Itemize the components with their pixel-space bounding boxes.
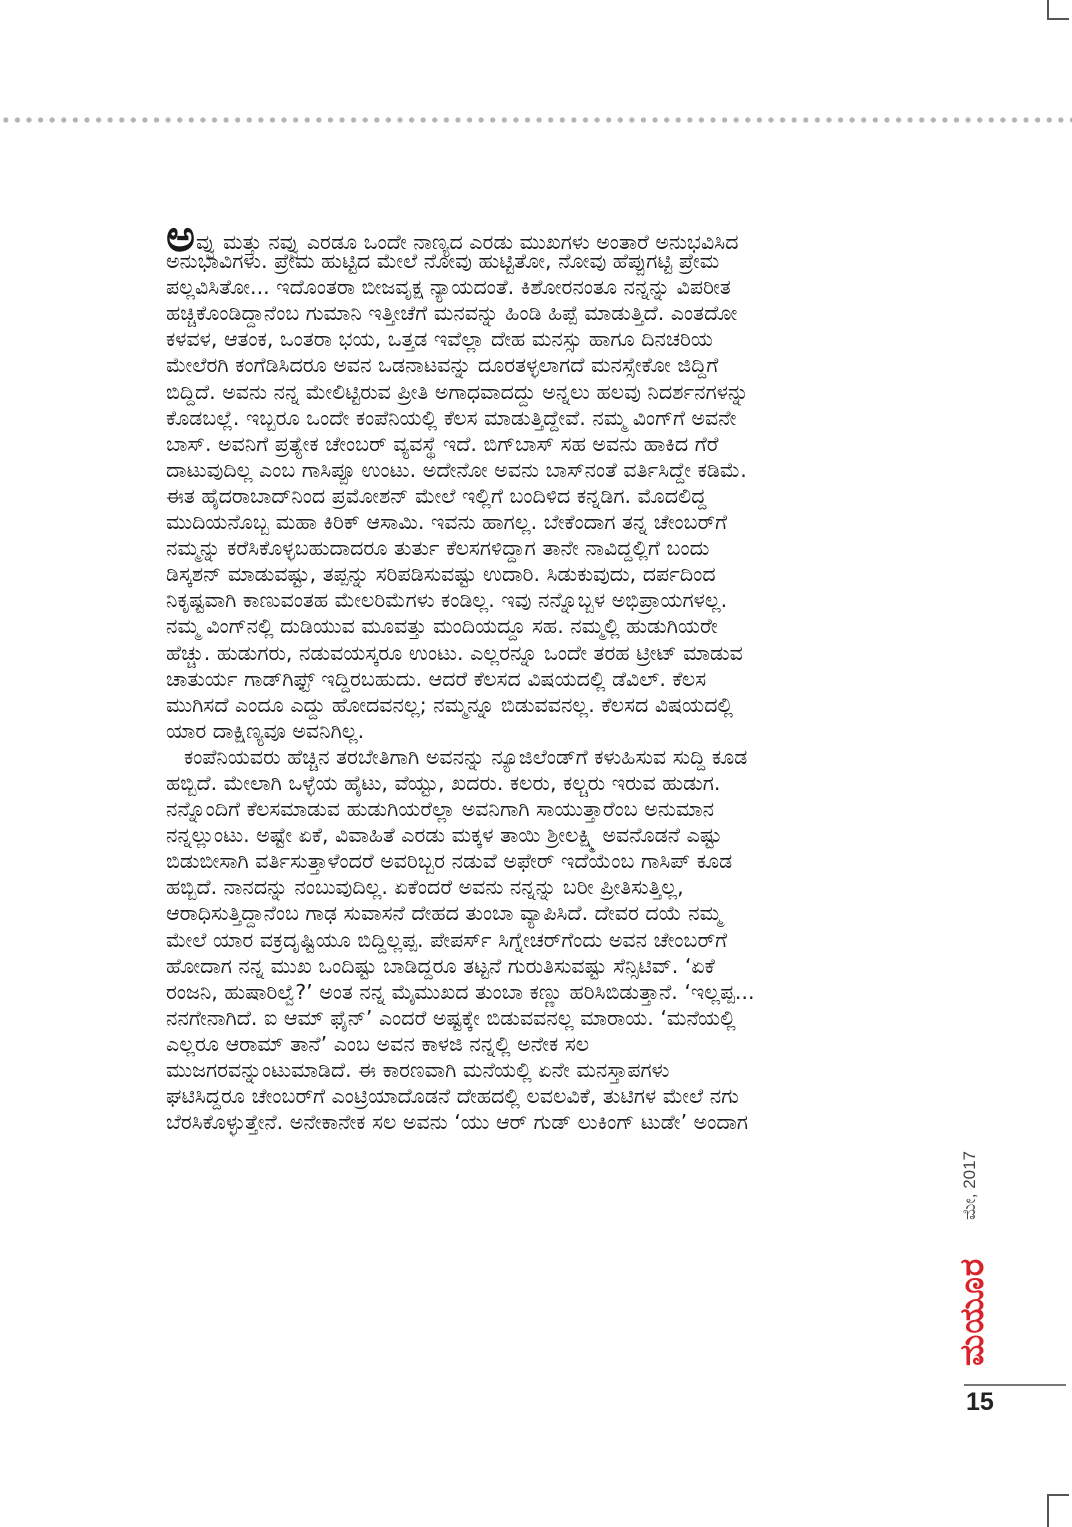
paragraph-line: ಹಬ್ಬಿದೆ. ಮೇಲಾಗಿ ಒಳ್ಳೆಯ ಹೈಟು, ವೆಯ್ಟು, ಖದರು. ಕಲರು, ಕಲ್ಚರು ಇರುವ ಹುಡುಗ. <box>166 770 721 795</box>
paragraph-line: ಅನುಭಾವಿಗಳು. ಪ್ರೇಮ ಹುಟ್ಟಿದ ಮೇಲೆ ನೋವು ಹುಟ್ಟಿತೋ, ನೋವು ಹೆಪ್ಪುಗಟ್ಟಿ ಪ್ರೇಮ <box>166 249 720 274</box>
paragraph-line: ಮುಗಿಸದೆ ಎಂದೂ ಎದ್ದು ಹೋದವನಲ್ಲ; ನಮ್ಮನ್ನೂ ಬಿಡುವವನಲ್ಲ. ಕೆಲಸದ ವಿಷಯದಲ್ಲಿ <box>166 692 734 717</box>
paragraph-line: ಆರಾಧಿಸುತ್ತಿದ್ದಾನೆಂಬ ಗಾಢ ಸುವಾಸನೆ ದೇಹದ ತುಂಬಾ ವ್ಯಾಪಿಸಿದೆ. ದೇವರ ದಯೆ ನಮ್ಮ <box>166 901 722 926</box>
paragraph-line: ಹಬ್ಬಿದೆ. ನಾನದನ್ನು ನಂಬುವುದಿಲ್ಲ. ಏಕೆಂದರೆ ಅವನು ನನ್ನನ್ನು ಬರೀ ಪ್ರೀತಿಸುತ್ತಿಲ್ಲ, <box>166 875 684 900</box>
paragraph-line: ಪಲ್ಲವಿಸಿತೋ... ಇದೊಂತರಾ ಬೀಜವೃಕ್ಷ ನ್ಯಾಯದಂತೆ. ಕಿಶೋರನಂತೂ ನನ್ನನ್ನು ವಿಪರೀತ <box>166 275 731 300</box>
paragraph-line: ಮೇಲೆ ಯಾರ ವಕ್ರದೃಷ್ಟಿಯೂ ಬಿದ್ದಿಲ್ಲಪ್ಪ. ಪೇಪರ್ಸ್ ಸಿಗ್ನೇಚರ್‌ಗೆಂದು ಅವನ ಚೇಂಬರ್‌ಗೆ <box>166 927 728 952</box>
paragraph-line: ಮುಜಗರವನ್ನುಂಟುಮಾಡಿದೆ. ಈ ಕಾರಣವಾಗಿ ಮನೆಯಲ್ಲಿ ಏನೇ ಮನಸ್ತಾಪಗಳು <box>166 1058 670 1082</box>
paragraph-line: ಕಂಪೆನಿಯವರು ಹೆಚ್ಚಿನ ತರಬೇತಿಗಾಗಿ ಅವನನ್ನು ನ್ಯೂಜಿಲೆಂಡ್‌ಗೆ ಕಳುಹಿಸುವ ಸುದ್ದಿ ಕೂಡ <box>184 744 748 769</box>
paragraph-line: ಬಿಡುಬೀಸಾಗಿ ವರ್ತಿಸುತ್ತಾಳೆಂದರೆ ಅವರಿಬ್ಬರ ನಡುವೆ ಅಫೇರ್ ಇದೆಯೆಂಬ ಗಾಸಿಪ್ ಕೂಡ <box>166 849 733 874</box>
issue-date-text: ಮೇ, 2017 <box>960 1150 979 1220</box>
paragraph-line: ನನಗೇನಾಗಿದೆ. ಐ ಆಮ್ ಫೈನ್’ ಎಂದರೆ ಅಷ್ಟಕ್ಕೇ ಬಿಡುವವನಲ್ಲ ಮಾರಾಯ. ‘ಮನೆಯಲ್ಲಿ <box>166 1005 736 1030</box>
paragraph-line: ಕೊಡಬಲ್ಲೆ. ಇಬ್ಬರೂ ಒಂದೇ ಕಂಪೆನಿಯಲ್ಲಿ ಕೆಲಸ ಮಾಡುತ್ತಿದ್ದೇವೆ. ನಮ್ಮ ವಿಂಗ್‌ಗೆ ಅವನೇ <box>166 405 737 430</box>
paragraph-1 <box>166 211 918 744</box>
paragraph-line: ನನ್ನಲ್ಲುಂಟು. ಅಷ್ಟೇ ಏಕೆ, ವಿವಾಹಿತೆ ಎರಡು ಮಕ್ಕಳ ತಾಯಿ ಶ್ರೀಲಕ್ಷ್ಮಿ ಅವನೊಡನೆ ಎಷ್ಟು <box>166 823 722 848</box>
magazine-logo <box>950 1230 1000 1370</box>
paragraph-line: ಮೇಲೆರಗಿ ಕಂಗೆಡಿಸಿದರೂ ಅವನ ಒಡನಾಟವನ್ನು ದೂರತಳ್ಳಲಾಗದೆ ಮನಸ್ಸೇಕೋ ಜಿದ್ದಿಗೆ <box>166 353 719 378</box>
paragraph-line: ಹಚ್ಚಿಕೊಂಡಿದ್ದಾನೆಂಬ ಗುಮಾನಿ ಇತ್ತೀಚೆಗೆ ಮನವನ್ನು ಹಿಂಡಿ ಹಿಪ್ಪೆ ಮಾಡುತ್ತಿದೆ. ಎಂತದೋ <box>166 301 738 326</box>
article-body <box>166 211 918 1135</box>
paragraph-line: ದಾಟುವುದಿಲ್ಲ ಎಂಬ ಗಾಸಿಪ್ಪೂ ಉಂಟು. ಅದೇನೋ ಅವನು ಬಾಸ್‌ನಂತೆ ವರ್ತಿಸಿದ್ದೇ ಕಡಿಮೆ. <box>166 457 747 482</box>
paragraph-line: ಬಾಸ್. ಅವನಿಗೆ ಪ್ರತ್ಯೇಕ ಚೇಂಬರ್ ವ್ಯವಸ್ಥೆ ಇದೆ. ಬಿಗ್‌ಬಾಸ್ ಸಹ ಅವನು ಹಾಕಿದ ಗೆರೆ <box>166 431 719 456</box>
paragraph-line: ಹೋದಾಗ ನನ್ನ ಮುಖ ಒಂದಿಷ್ಟು ಬಾಡಿದ್ದರೂ ತಟ್ಟನೆ ಗುರುತಿಸುವಷ್ಟು ಸೆನ್ಸಿಟಿವ್. ‘ಏಕೆ <box>166 953 715 978</box>
paragraph-line: ನಮ್ಮನ್ನು ಕರೆಸಿಕೊಳ್ಳಬಹುದಾದರೂ ತುರ್ತು ಕೆಲಸಗಳಿದ್ದಾಗ ತಾನೇ ನಾವಿದ್ದಲ್ಲಿಗೆ ಬಂದು <box>166 536 710 561</box>
paragraph-line: ನಮ್ಮ ವಿಂಗ್‌ನಲ್ಲಿ ದುಡಿಯುವ ಮೂವತ್ತು ಮಂದಿಯದ್ದೂ ಸಹ. ನಮ್ಮಲ್ಲಿ ಹುಡುಗಿಯರೇ <box>166 614 718 639</box>
paragraph-line: ಬೆರಸಿಕೊಳ್ಳುತ್ತೇನೆ. ಅನೇಕಾನೇಕ ಸಲ ಅವನು ‘ಯು ಆರ್ ಗುಡ್ ಲುಕಿಂಗ್ ಟುಡೇ’ ಅಂದಾಗ <box>166 1110 749 1135</box>
paragraph-line: ಬಿದ್ದಿದೆ. ಅವನು ನನ್ನ ಮೇಲಿಟ್ಟಿರುವ ಪ್ರೀತಿ ಅಗಾಧವಾದದ್ದು ಅನ್ನಲು ಹಲವು ನಿದರ್ಶನಗಳನ್ನು <box>166 379 749 404</box>
issue-date <box>955 1132 1015 1222</box>
crop-mark-bottom-right <box>1047 1494 1069 1527</box>
paragraph-line: ಕಳವಳ, ಆತಂಕ, ಒಂತರಾ ಭಯ, ಒತ್ತಡ ಇವೆಲ್ಲಾ ದೇಹ ಮನಸ್ಸು ಹಾಗೂ ದಿನಚರಿಯ <box>166 327 713 352</box>
drop-cap: ಅ <box>166 211 195 262</box>
page-number: 15 <box>966 1388 994 1416</box>
page-number-rule <box>964 1384 1066 1386</box>
paragraph-line: ಎಲ್ಲರೂ ಆರಾಮ್ ತಾನೆ’ ಎಂಬ ಅವನ ಕಾಳಜಿ ನನ್ನಲ್ಲಿ ಅನೇಕ ಸಲ <box>166 1031 590 1056</box>
dotted-divider <box>0 116 1072 124</box>
paragraph-line: ರಂಜನಿ, ಹುಷಾರಿಲ್ವೆ?’ ಅಂತ ನನ್ನ ಮೈಮುಖದ ತುಂಬಾ ಕಣ್ಣು ಹರಿಸಿಬಿಡುತ್ತಾನೆ. ‘ಇಲ್ಲಪ್ಪ... <box>166 979 755 1004</box>
magazine-logo-text: ಮಯೂರ <box>952 1257 991 1366</box>
paragraph-line: ಹೆಚ್ಚು. ಹುಡುಗರು, ನಡುವಯಸ್ಕರೂ ಉಂಟು. ಎಲ್ಲರನ್ನೂ ಒಂದೇ ತರಹ ಟ್ರೀಟ್ ಮಾಡುವ <box>166 640 743 665</box>
crop-mark-top-right <box>1047 0 1069 20</box>
paragraph-line: ಯಾರ ದಾಕ್ಷಿಣ್ಯವೂ ಅವನಿಗಿಲ್ಲ. <box>166 718 365 743</box>
paragraph-2 <box>166 744 918 1135</box>
paragraph-line: ಘಟಿಸಿದ್ದರೂ ಚೇಂಬರ್‌ಗೆ ಎಂಟ್ರಿಯಾದೊಡನೆ ದೇಹದಲ್ಲಿ ಲವಲವಿಕೆ, ತುಟಿಗಳ ಮೇಲೆ ನಗು <box>166 1084 739 1109</box>
paragraph-line: ಚಾತುರ್ಯ ಗಾಡ್‌ಗಿಫ್ಟ್ ಇದ್ದಿರಬಹುದು. ಆದರೆ ಕೆಲಸದ ವಿಷಯದಲ್ಲಿ ಡೆವಿಲ್. ಕೆಲಸ <box>166 666 707 691</box>
paragraph-line: ನನ್ನೊಂದಿಗೆ ಕೆಲಸಮಾಡುವ ಹುಡುಗಿಯರೆಲ್ಲಾ ಅವನಿಗಾಗಿ ಸಾಯುತ್ತಾರೆಂಬ ಅನುಮಾನ <box>166 797 715 822</box>
paragraph-line: ಮುದಿಯನೊಬ್ಬ ಮಹಾ ಕಿರಿಕ್ ಆಸಾಮಿ. ಇವನು ಹಾಗಲ್ಲ. ಬೇಕೆಂದಾಗ ತನ್ನ ಚೇಂಬರ್‌ಗೆ <box>166 510 728 535</box>
paragraph-line: ಡಿಸ್ಕಶನ್ ಮಾಡುವಷ್ಟು, ತಪ್ಪನ್ನು ಸರಿಪಡಿಸುವಷ್ಟು ಉದಾರಿ. ಸಿಡುಕುವುದು, ದರ್ಪದಿಂದ <box>166 562 716 587</box>
paragraph-line: ಈತ ಹೈದರಾಬಾದ್‌ನಿಂದ ಪ್ರಮೋಶನ್ ಮೇಲೆ ಇಲ್ಲಿಗೆ ಬಂದಿಳಿದ ಕನ್ನಡಿಗ. ಮೊದಲಿದ್ದ <box>166 483 707 508</box>
paragraph-line: ನಿಕೃಷ್ಟವಾಗಿ ಕಾಣುವಂತಹ ಮೇಲರಿಮೆಗಳು ಕಂಡಿಲ್ಲ. ಇವು ನನ್ನೊಬ್ಬಳ ಅಭಿಪ್ರಾಯಗಳಲ್ಲ. <box>166 588 728 613</box>
line-text: ವ್ವು ಮತ್ತು ನವ್ವು ಎರಡೂ ಒಂದೇ ನಾಣ್ಯದ ಎರಡು ಮುಖಗಳು ಅಂತಾರೆ ಅನುಭವಿಸಿದ <box>196 230 739 254</box>
